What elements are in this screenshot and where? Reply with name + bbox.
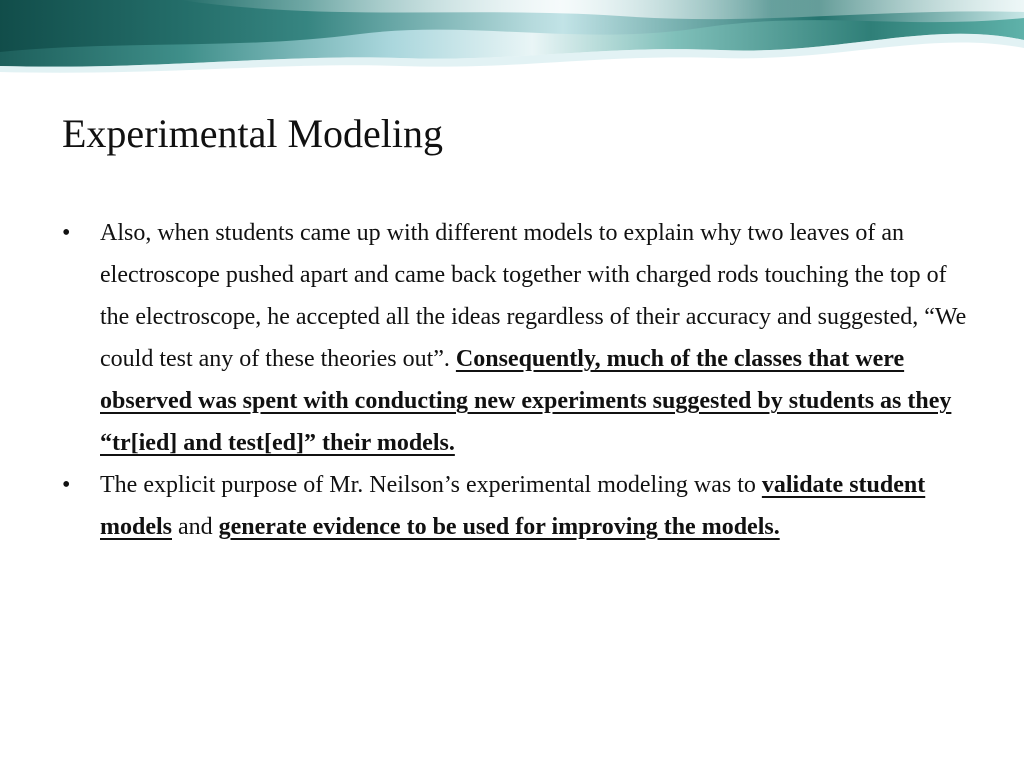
- bullet-1-plain-text: Also, when students came up with different models to explain why two leaves of an electroscope pushed apart and came back together with charged rods touching the top of the electroscope, he accepted all the ideas regardless of their accuracy and suggested, “We could test any of these theories out”.: [100, 220, 967, 372]
- header-wave-banner: [0, 0, 1024, 90]
- bullet-2-plain-text: The explicit purpose of Mr. Neilson’s experimental modeling was to: [100, 472, 762, 498]
- bullet-list: [62, 212, 972, 548]
- bullet-dot-icon: •: [62, 472, 71, 498]
- bullet-2-connector-text: and: [172, 514, 219, 540]
- bullet-item-1: [62, 212, 972, 464]
- bullet-item-2: [62, 464, 972, 548]
- bullet-2-emphasis-generate: generate evidence to be used for improving the models.: [218, 514, 780, 540]
- bullet-2-text: [100, 472, 925, 540]
- bullet-2-emphasis-validate: validate student models: [100, 472, 926, 540]
- bullet-1-emphasis-text: Consequently, much of the classes that were observed was spent with conducting new experiments suggested by students as they “tr[ied] and test[ed]” their models.: [100, 346, 952, 456]
- bullet-1-text: [100, 220, 966, 456]
- slide-title: Experimental Modeling: [62, 111, 444, 156]
- bullet-dot-icon: •: [62, 220, 71, 246]
